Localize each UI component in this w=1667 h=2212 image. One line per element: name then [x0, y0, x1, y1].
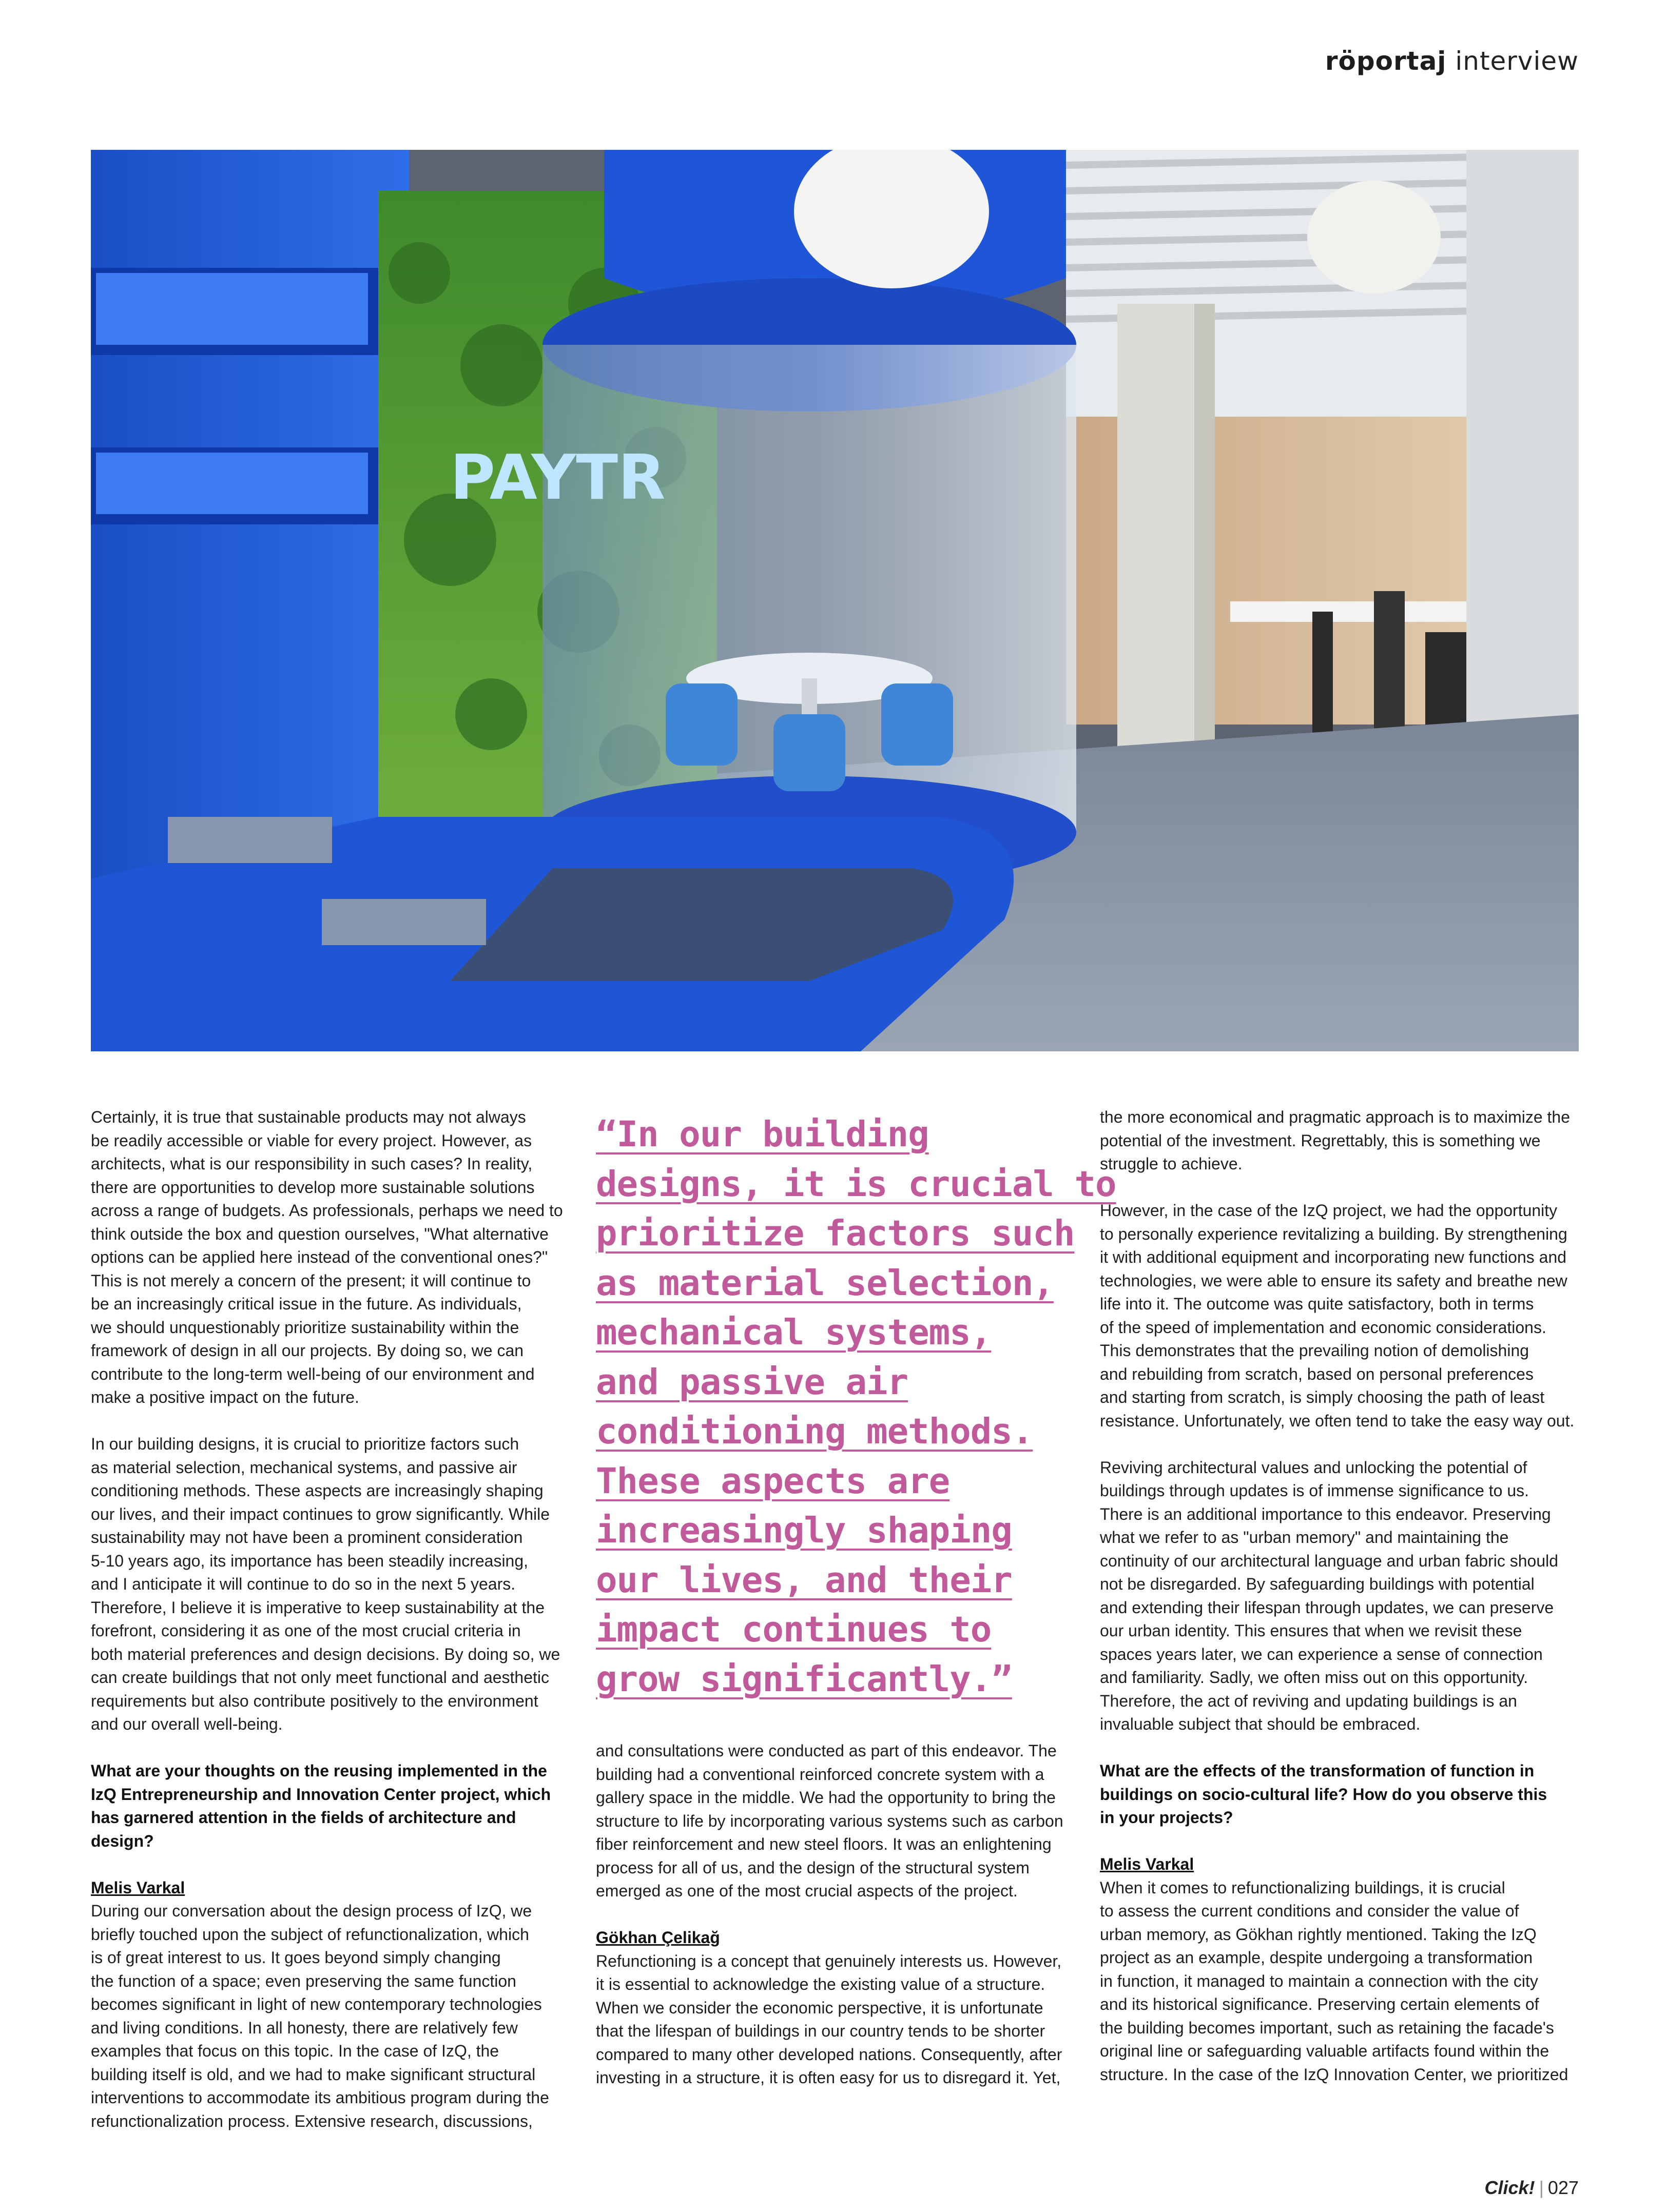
pull-quote-line	[596, 1308, 1076, 1358]
pull-quote-line	[596, 1259, 1076, 1308]
body-paragraph: Certainly, it is true that sustainable products may not always be readily accessible or viable for every project. However, as architects, what is our responsibility in such cases? In reality, there are opportunities to develop more sustainable solutions across a range of budgets. As professionals, perhaps we need to think outside the box and question ourselves, "What alternative options can be applied here instead of the conventional ones?" This is not merely a concern of the present; it will continue to be an increasingly critical issue in the future. As individuals, we should unquestionably prioritize sustainability within the framework of design in all our projects. By doing so, we can contribute to the long-term well-being of our environment and make a positive impact on the future.	[91, 1108, 563, 1406]
pull-quote-text: prioritize factors such	[596, 1213, 1075, 1254]
body-paragraph: When it comes to refunctionalizing buildings, it is crucial to assess the current conditions and consider the value of urban memory, as Gökhan rightly mentioned. Taking the IzQ project as an example, despite undergoing a transformation in function, it managed to maintain a connection with the city and its historical significance. Preserving certain elements of the building becomes important, such as retaining the facade's original line or safeguarding valuable artifacts found within the structure. In the case of the IzQ Innovation Center, we prioritized	[1100, 1878, 1568, 2084]
paragraph-gap	[91, 1853, 571, 1876]
pull-quote-line	[596, 1209, 1076, 1259]
pull-quote-text: “In our building	[596, 1114, 929, 1155]
text-column-1	[91, 1106, 571, 2133]
pull-quote-text: our lives, and their	[596, 1559, 1012, 1601]
office-interior-illustration	[91, 150, 1579, 1051]
pull-quote-text: mechanical systems,	[596, 1312, 992, 1353]
pull-quote-line	[596, 1358, 1076, 1407]
interview-question: What are the effects of the transformation of function in buildings on socio-cultural life? How do you observe this in your projects?	[1100, 1761, 1547, 1827]
body-paragraph: Reviving architectural values and unlocking the potential of buildings through updates is of immense significance to us. There is an additional importance to this endeavor. Preserving what we refer to as "urban memory" and maintaining the continuity of our architectural language and urban fabric should not be disregarded. By safeguarding buildings with potential and extending their lifespan through updates, we can preserve our urban identity. This ensures that when we revisit these spaces years later, we can experience a sense of connection and familiarity. Sadly, we often miss out on this opportunity. Therefore, the act of reviving and updating buildings is an invaluable subject that should be embraced.	[1100, 1458, 1559, 1733]
section-header	[1325, 46, 1579, 76]
pull-quote-line	[596, 1655, 1076, 1705]
pull-quote-line	[596, 1457, 1076, 1506]
pull-quote-text: and passive air	[596, 1361, 908, 1403]
pull-quote-text: impact continues to	[596, 1609, 992, 1650]
pull-quote-text: designs, it is crucial to	[596, 1163, 1116, 1205]
pull-quote-text: grow significantly.”	[596, 1658, 1012, 1700]
body-paragraph: In our building designs, it is crucial to prioritize factors such as material selection, mechanical systems, and passive air conditioning methods. These aspects are increasingly shaping our lives, and their impact continues to grow significantly. While sustainability may not have been a prominent consideration 5-10 years ago, its importance has been steadily increasing, and I anticipate it will continue to do so in the next 5 years. Therefore, I believe it is imperative to keep sustainability at the forefront, considering it as one of the most crucial criteria in both material preferences and design decisions. By doing so, we can create buildings that not only meet functional and aesthetic requirements but also contribute positively to the environment and our overall well-being.	[91, 1435, 560, 1733]
paragraph-gap	[596, 1903, 1076, 1927]
speaker-name: Melis Varkal	[1100, 1855, 1194, 1873]
paragraph-gap	[1100, 1176, 1580, 1200]
paragraph-gap	[91, 1736, 571, 1760]
pull-quote-line	[596, 1160, 1116, 1209]
speaker-name: Melis Varkal	[91, 1878, 185, 1897]
body-paragraph: During our conversation about the design process of IzQ, we briefly touched upon the subject of refunctionalization, which is of great interest to us. It goes beyond simply changing the function of a space; even preserving the same function becomes significant in light of new contemporary technologies and living conditions. In all honesty, there are relatively few examples that focus on this topic. In the case of IzQ, the building itself is old, and we had to make significant structural interventions to accommodate its ambitious program during the refunctionalization process. Extensive research, discussions,	[91, 1902, 549, 2130]
interior-photo	[91, 150, 1579, 1051]
pull-quote	[596, 1110, 1116, 1704]
paragraph-gap	[1100, 1433, 1580, 1456]
footer-separator: |	[1539, 2177, 1544, 2198]
pull-quote-line	[596, 1506, 1076, 1556]
page-footer	[1485, 2177, 1579, 2199]
text-column-3	[1100, 1106, 1580, 2086]
body-paragraph: Refunctioning is a concept that genuinely interests us. However, it is essential to acknowledge the existing value of a structure. When we consider the economic perspective, it is unfortunate that the lifespan of buildings in our country tends to be shorter compared to many other developed nations. Consequently, after investing in a structure, it is often easy for us to disregard it. Yet,	[596, 1951, 1062, 2087]
interview-question: What are your thoughts on the reusing implemented in the IzQ Entrepreneurship and Innovation Center project, which has garnered attention in the fields of architecture and design?	[91, 1761, 551, 1850]
pull-quote-line	[596, 1556, 1076, 1606]
paragraph-gap	[91, 1410, 571, 1433]
paragraph-gap	[1100, 1736, 1580, 1760]
pull-quote-line	[596, 1605, 1076, 1655]
pull-quote-line	[596, 1110, 1076, 1160]
pull-quote-line	[596, 1407, 1076, 1457]
pull-quote-text: as material selection,	[596, 1262, 1054, 1304]
section-label-english: interview	[1455, 46, 1579, 76]
pull-quote-text: increasingly shaping	[596, 1510, 1012, 1551]
body-paragraph: However, in the case of the IzQ project, we had the opportunity to personally experience revitalizing a building. By strengthening it with additional equipment and incorporating new functions and technologies, we were able to ensure its safety and breathe new life into it. The outcome was quite satisfactory, both in terms of the speed of implementation and economic considerations. This demonstrates that the prevailing notion of demolishing and rebuilding from scratch, based on personal preferences and starting from scratch, is simply choosing the path of least resistance. Unfortunately, we often tend to take the easy way out.	[1100, 1201, 1575, 1430]
speaker-name: Gökhan Çelikağ	[596, 1928, 720, 1947]
section-label-turkish: röportaj	[1325, 46, 1447, 76]
photo-sign-text: PAYTR	[450, 442, 666, 514]
paragraph-gap	[1100, 1830, 1580, 1853]
pull-quote-text: These aspects are	[596, 1460, 950, 1502]
pull-quote-text: conditioning methods.	[596, 1411, 1033, 1452]
magazine-brand: Click!	[1484, 2177, 1535, 2198]
body-paragraph: the more economical and pragmatic approach is to maximize the potential of the investment. Regrettably, this is something we struggle to achieve.	[1100, 1108, 1570, 1173]
page-number: 027	[1547, 2177, 1579, 2198]
text-column-2	[596, 1739, 1076, 2090]
body-paragraph: and consultations were conducted as part of this endeavor. The building had a conventional reinforced concrete system with a gallery space in the middle. We had the opportunity to bring the structure to life by incorporating various systems such as carbon fiber reinforcement and new steel floors. It was an enlightening process for all of us, and the design of the structural system emerged as one of the most crucial aspects of the project.	[596, 1741, 1063, 1900]
